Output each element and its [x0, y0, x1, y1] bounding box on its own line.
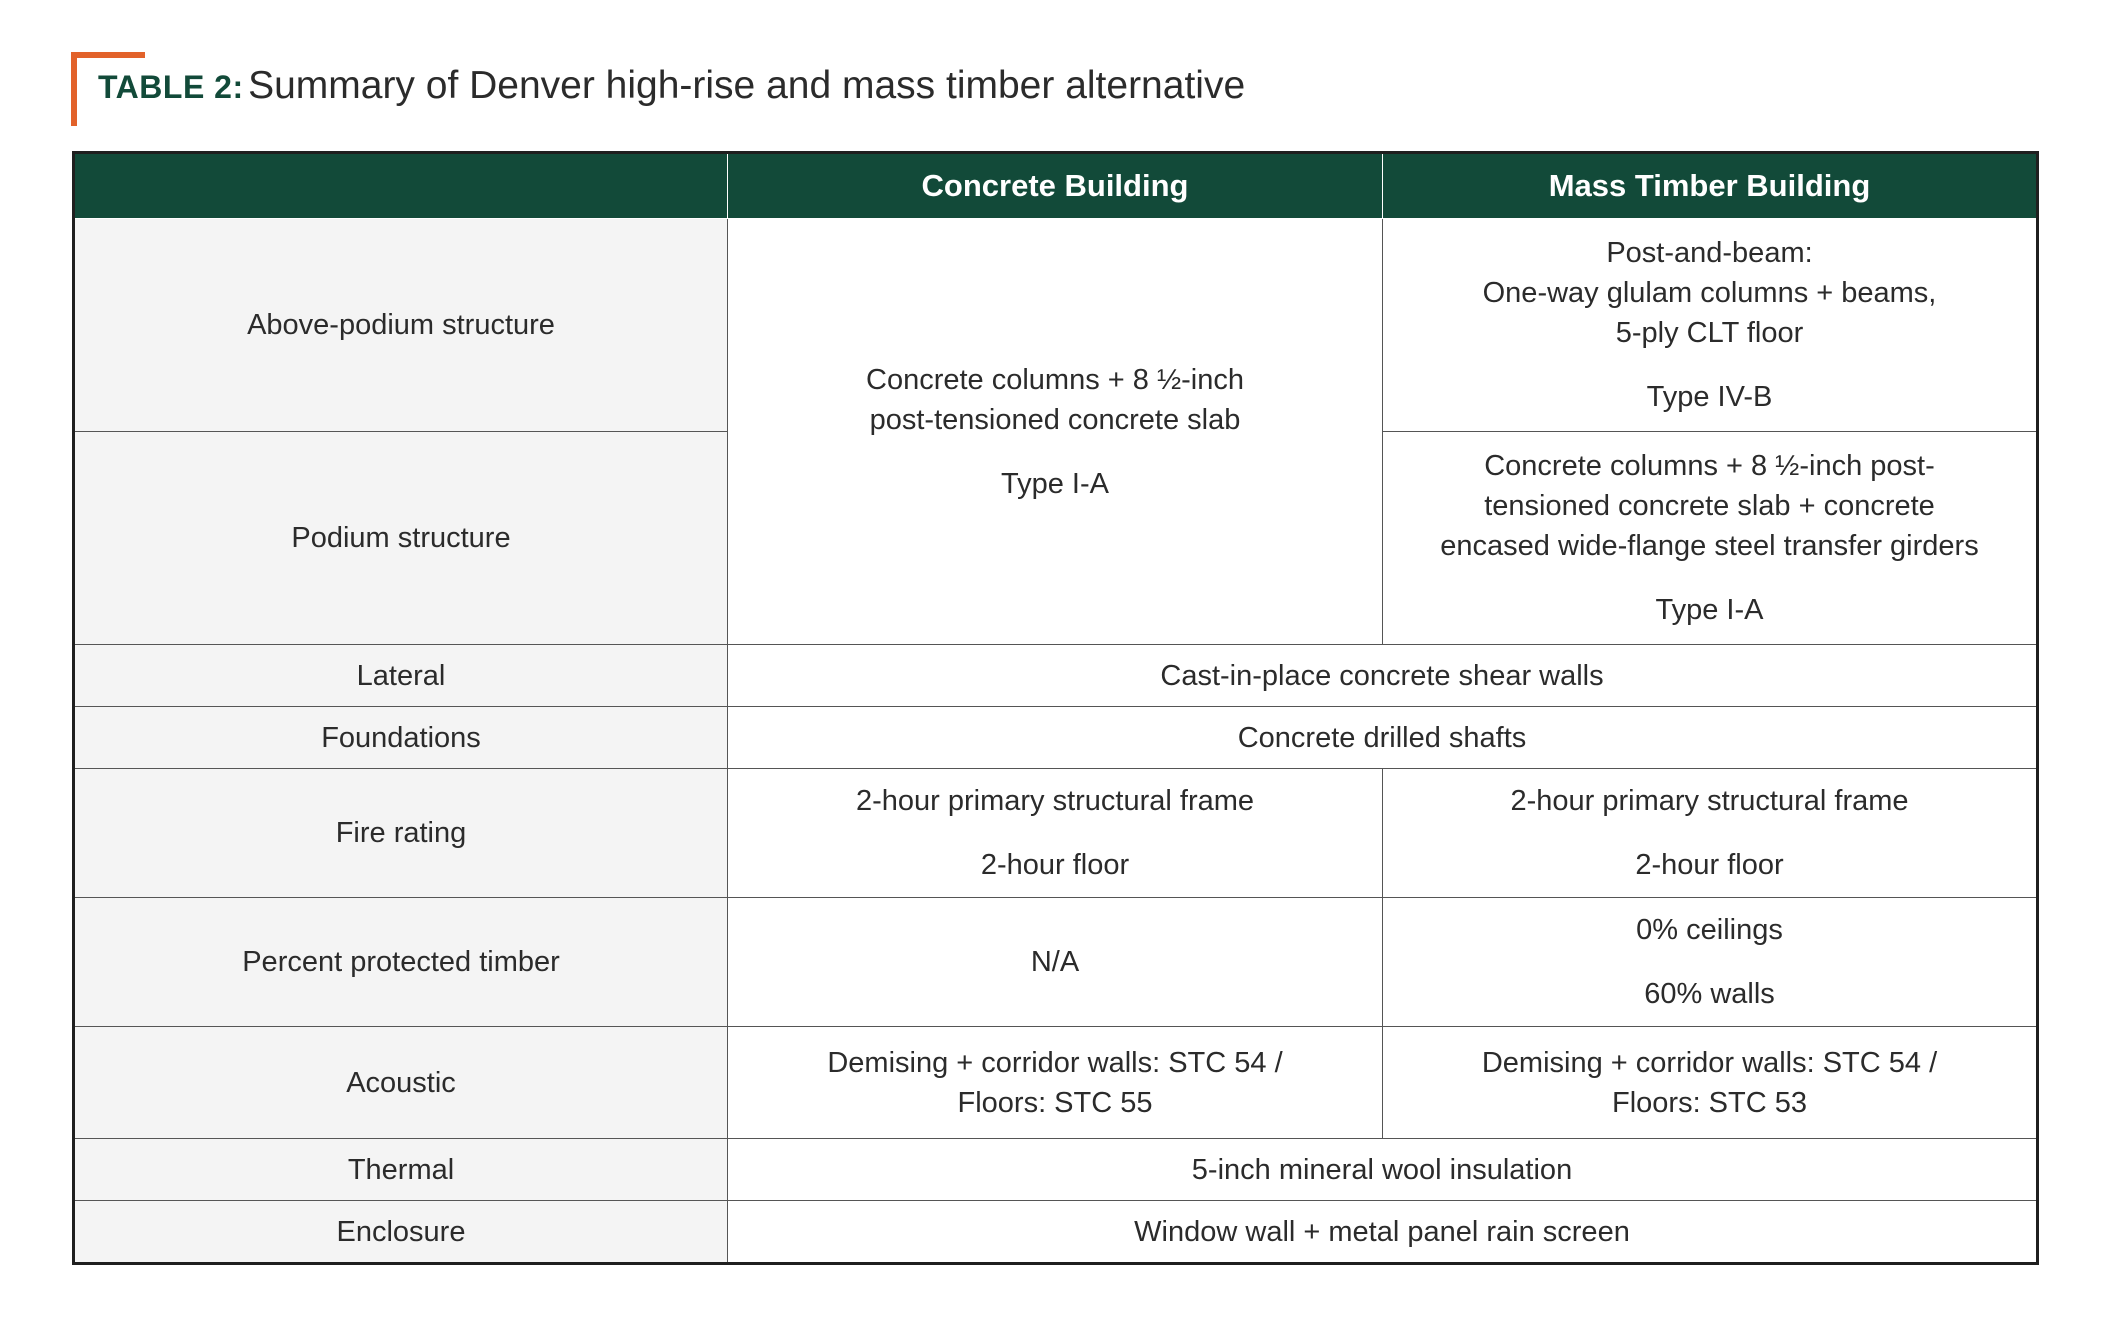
table-number-label: TABLE 2:	[98, 69, 244, 105]
row-label: Fire rating	[74, 769, 728, 898]
cell-line: post-tensioned concrete slab	[869, 403, 1241, 436]
row-label: Thermal	[74, 1139, 728, 1201]
cell-line: tensioned concrete slab + concrete	[1484, 490, 1935, 522]
table-caption: Summary of Denver high-rise and mass timber alternative	[248, 64, 1246, 107]
row-label: Above-podium structure	[74, 219, 728, 432]
construction-type: Type IV-B	[1646, 381, 1773, 413]
cell-line: 0% ceilings	[1636, 914, 1783, 946]
shared-value-cell: Cast-in-place concrete shear walls	[728, 645, 2038, 707]
cell-line: 2-hour floor	[1635, 849, 1784, 881]
header-row	[74, 153, 2038, 219]
table-row-enclosure	[74, 1201, 2038, 1264]
cell-line: Floors: STC 55	[957, 1086, 1153, 1119]
cell-line: 2-hour primary structural frame	[1510, 785, 1909, 817]
table-title	[71, 52, 1371, 128]
construction-type: Type I-A	[1001, 467, 1109, 500]
table-row-fire-rating	[74, 769, 2038, 898]
table-row-acoustic	[74, 1027, 2038, 1139]
cell-line: Demising + corridor walls: STC 54 /	[1481, 1046, 1938, 1079]
cell-line: One-way glulam columns + beams,	[1482, 277, 1937, 309]
shared-value-cell: 5-inch mineral wool insulation	[728, 1139, 2038, 1201]
cell-line: encased wide-flange steel transfer girders	[1440, 530, 1979, 562]
row-label: Enclosure	[74, 1201, 728, 1264]
cell-line: Concrete columns + 8 ½-inch post-	[1484, 450, 1935, 482]
concrete-protected-cell: N/A	[728, 898, 1383, 1027]
mass-timber-fire-rating-cell	[1383, 769, 2038, 898]
mass-timber-acoustic-cell	[1383, 1027, 2038, 1139]
cell-line: 5-ply CLT floor	[1615, 317, 1804, 349]
table-row-above-podium	[74, 219, 2038, 432]
table-row-thermal	[74, 1139, 2038, 1201]
summary-table	[72, 151, 2039, 1265]
header-mass-timber-building: Mass Timber Building	[1383, 153, 2038, 219]
cell-line: 2-hour floor	[980, 849, 1130, 881]
cell-line: Concrete columns + 8 ½-inch	[866, 363, 1244, 396]
table-row-foundations	[74, 707, 2038, 769]
cell-line: Post-and-beam:	[1606, 237, 1813, 269]
construction-type: Type I-A	[1655, 594, 1764, 626]
mass-timber-protected-cell	[1383, 898, 2038, 1027]
row-label: Foundations	[74, 707, 728, 769]
shared-value-cell: Window wall + metal panel rain screen	[728, 1201, 2038, 1264]
cell-line: 60% walls	[1644, 978, 1775, 1010]
cell-line: Demising + corridor walls: STC 54 /	[827, 1046, 1283, 1079]
header-empty	[74, 153, 728, 219]
concrete-fire-rating-cell	[728, 769, 1383, 898]
row-label: Percent protected timber	[74, 898, 728, 1027]
concrete-structure-cell	[728, 219, 1383, 645]
table-row-percent-protected-timber	[74, 898, 2038, 1027]
concrete-acoustic-cell	[728, 1027, 1383, 1139]
row-label: Acoustic	[74, 1027, 728, 1139]
shared-value-cell: Concrete drilled shafts	[728, 707, 2038, 769]
header-concrete-building: Concrete Building	[728, 153, 1383, 219]
table-row-lateral	[74, 645, 2038, 707]
mass-timber-above-podium-cell	[1383, 219, 2038, 432]
cell-line: Floors: STC 53	[1612, 1086, 1807, 1119]
mass-timber-podium-cell	[1383, 432, 2038, 645]
row-label: Podium structure	[74, 432, 728, 645]
title-text	[98, 64, 1245, 108]
cell-line: 2-hour primary structural frame	[855, 785, 1255, 817]
row-label: Lateral	[74, 645, 728, 707]
